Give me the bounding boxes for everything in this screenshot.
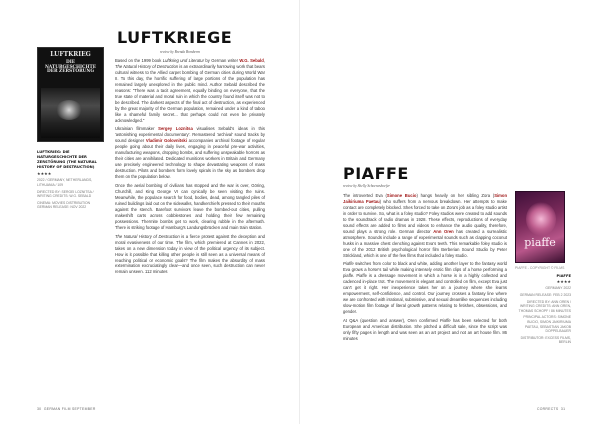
film-info-meta: DIRECTED BY: SERGEI LOZNITSA / WRITING CREDITS: W.G. SEBALD bbox=[37, 189, 94, 199]
byline-right: review by Shelly Schoeneshoefer bbox=[343, 184, 390, 188]
review-paragraph bbox=[115, 58, 265, 123]
text-run: Once the aerial bombing of civilians has stopped and the war is over, Göring, Churchill, and King George VI can cynically be seen visiting the ruins. Meanwhile, the populace search for food, bodies, dead, among tangled piles of ruined buildings laid out on the sidewalks, handkerchiefs pressed to their mouths against the stench. Barefoot survivors leave the bombed-out cities, pulling makeshift carts across cobblestones and holding their few remaining possessions. Thermite bombs get to work, clearing rubble in the aftermath. There is striking footage of Hamburg's Landungsbrücken and main train station. bbox=[115, 183, 265, 230]
text-run: Ukrainian filmmaker bbox=[115, 126, 159, 132]
text-run: Based on the 1999 book bbox=[115, 58, 163, 63]
credited-name: Vladimir Golovnitski bbox=[145, 138, 187, 144]
film-info-meta: 2022 / GERMANY, NETHERLANDS, LITHUANIA / 109 bbox=[37, 178, 93, 187]
work-title: The Natural History of Destruction bbox=[115, 233, 180, 239]
text-run: has created a surrealistic atmosphere. Sounds include a range of experimental sounds such as clapping coconut husks in a massive chest clenching against Eva's teeth. This remarkable foley studio is one of the 2012 British psychological horror film Berberian Sound Studio by Peter Strickland, which is one of the few films that included a foley studio. bbox=[343, 228, 507, 258]
folio-left bbox=[37, 407, 96, 411]
work-title: Piaffe bbox=[343, 261, 354, 267]
credited-name: Sergey Loznitsa bbox=[158, 126, 193, 132]
film-info-meta: GERMANY 2022 bbox=[545, 286, 571, 291]
poster-title-luftkrieg: LUFTKRIEG bbox=[50, 51, 91, 58]
film-info-meta: DIRECTED BY: ANN OREN / WRITING CREDITS: ANN OREN, THOMAS SCHOPF / 86 MINUTES bbox=[518, 299, 571, 313]
page-number: 30 bbox=[37, 407, 42, 411]
work-title: The Natural History of Destruction bbox=[115, 63, 179, 69]
text-run: switches from color to black and white, adding another layer to the fantasy world Eva grows a horse's tail while making intensely erotic film clips of a horse performing a piaffe. Piaffe is a dressage movement in which a horse is in a highly collected and cadenced in-place trot. The movement is elegant and controlled on film, except Eva just can't get it right. Her inexperience takes her on a journey where she learns empowerment, self-confidence, and control. Our journey crosses a fantasy line where we are confronted with irrational, submissive, and sexual dreamlike sequences including slow-motion film footage of literal growth patterns relating to fetishes, obsessions, and gender. bbox=[343, 261, 507, 315]
film-info-luftkrieg bbox=[37, 150, 105, 210]
work-title: Piaffe bbox=[439, 318, 451, 324]
poster-title-piaffe: piaffe bbox=[524, 236, 556, 249]
poster-explosion bbox=[56, 100, 82, 120]
review-paragraph bbox=[343, 193, 507, 258]
byline-left: review by Brenda Bomberm bbox=[160, 50, 200, 54]
star-rating: ★★★★ bbox=[37, 170, 52, 176]
text-run: , bbox=[263, 58, 265, 63]
credited-name: W.G. Sebald bbox=[239, 58, 264, 63]
review-body-luftkrieg bbox=[115, 58, 265, 278]
page-number: 31 bbox=[560, 407, 566, 411]
text-run: ) who suffers from a nervous breakdown. Her attempts to make contact are completely blocked. Shes forced to take on Zora's job as a foley studio artist in order to survive. So, what is a foley studio? Foley studios were created to add sounds to the soundtrack of radio dramas in 1928. These effects, reproductions of everyday sound effects are added to films and videos to enhance the audio quality, therefore, sound plays a strong role. German director bbox=[343, 198, 507, 234]
review-paragraph bbox=[115, 234, 265, 276]
text-run: accompanies archival footage of regular people going about their daily lives, engaging in peaceful pre-war activities, manufacturing weapons, dropping bombs, and suffering unspeakable horrors as their cities are annihilated. Dedicated munitions workers in Britain and Germany use precisely engineered technology to shape devastating weapons of mass destruction. Pilots and bombers form lovely spirals in the sky as bombers drop them on the population below. bbox=[115, 138, 265, 180]
review-body-piaffe bbox=[343, 193, 507, 345]
text-run: by German writer bbox=[203, 58, 240, 63]
film-info-meta: PRINCIPAL ACTORS: SIMONE BUCIO, SIMON JAIKIRIUMA PAETAU, SEBASTIAN JAKOB DOPPELBAUER bbox=[523, 315, 571, 334]
review-paragraph bbox=[343, 318, 507, 342]
star-rating: ★★★★ bbox=[556, 278, 571, 284]
review-paragraph bbox=[115, 183, 265, 231]
work-title: Luftkrieg und Literatur bbox=[162, 58, 204, 63]
publication-name: GERMAN FILM SEPTEMBER bbox=[43, 407, 96, 411]
movie-poster-luftkrieg bbox=[37, 47, 104, 142]
credited-name: Simone Bucio bbox=[386, 193, 417, 198]
folio-right bbox=[537, 407, 565, 411]
review-title-piaffe: PIAFFE bbox=[343, 164, 409, 183]
film-info-title: LUFTKRIEG: DIE NATURGESCHICHTE DER ZERSTÖRUNG (THE NATURAL HISTORY OF DESTRUCTION) bbox=[37, 150, 97, 169]
review-paragraph bbox=[115, 126, 265, 180]
review-title-luftkrieg: LUFTKRIEGE bbox=[117, 28, 233, 47]
film-info-meta: CINEMA: MOVIES DISTRIBUTION GERMAN RELEASE: NOV 2022 bbox=[37, 200, 91, 210]
text-run: At Q&A (question and answer), Oren confirmed bbox=[343, 318, 440, 324]
text-run: is an extraordinarily harrowing work that bears cultural witness to the Allied carpet bombing of German cities during World War II. To this day, the horrific suffering of large portions of the population has remained largely unexplored in the public mind. Author Sebald described the reasons: "There was a tacit agreement, equally binding on everyone, that the true state of material and moral ruin in which the country found itself was not to be described. The darkest aspects of the final act of destruction, as experienced by the great majority of the German population, remained under a kind of taboo like a shameful family secret... that perhaps could not even be privately acknowledged." bbox=[115, 63, 265, 123]
review-paragraph bbox=[343, 261, 507, 315]
film-info-meta: DISTRIBUTOR: EXCESS FILMS, BERLIN bbox=[520, 335, 571, 345]
movie-poster-piaffe bbox=[515, 191, 565, 263]
text-run: The introverted Eva ( bbox=[343, 193, 387, 198]
text-run: visualises Sebald's ideas in this 'astonishing experimental documentary'. Remastered 'archival' sound tracks by sound designer bbox=[115, 126, 265, 144]
text-run: ) hangs heavily on her sibling Zora ( bbox=[416, 193, 495, 198]
poster-figure bbox=[526, 202, 556, 236]
film-info-meta: GERMAN RELEASE: FEB 2 2023 bbox=[519, 292, 571, 297]
credited-name: Simon Jaikiriuma Paetau bbox=[343, 193, 507, 204]
film-info-piaffe bbox=[515, 274, 571, 345]
poster-credit: PIAFFE - COPYRIGHT © FILMS bbox=[515, 266, 565, 270]
publication-name: CORRECTS bbox=[537, 407, 559, 411]
poster-subtitle: DIE NATURGESCHICHTE DER ZERSTÖRUNG bbox=[44, 60, 97, 74]
text-run: has been selected for both European and American distribution. She pitched a difficult sale, since the script was only fifty pages in length and was seen as an art project and not an art house film. 86 minutes bbox=[343, 318, 507, 341]
film-info-title: PIAFFE bbox=[556, 274, 571, 278]
credited-name: Ann Oren bbox=[433, 228, 454, 234]
text-run: is a fierce protest against the deception and moral evasiveness of our time. The film, which premiered at Cannes in 2022, takes on a new dimension today in view of the political urgency of its subject. How is it possible that killing other people is still seen as a universal means of reaching political or economic goals? The film makes the absurdity of mass extermination excruciatingly clear—and once seen, such destruction can never remain unseen. 112 minutes bbox=[115, 233, 265, 275]
